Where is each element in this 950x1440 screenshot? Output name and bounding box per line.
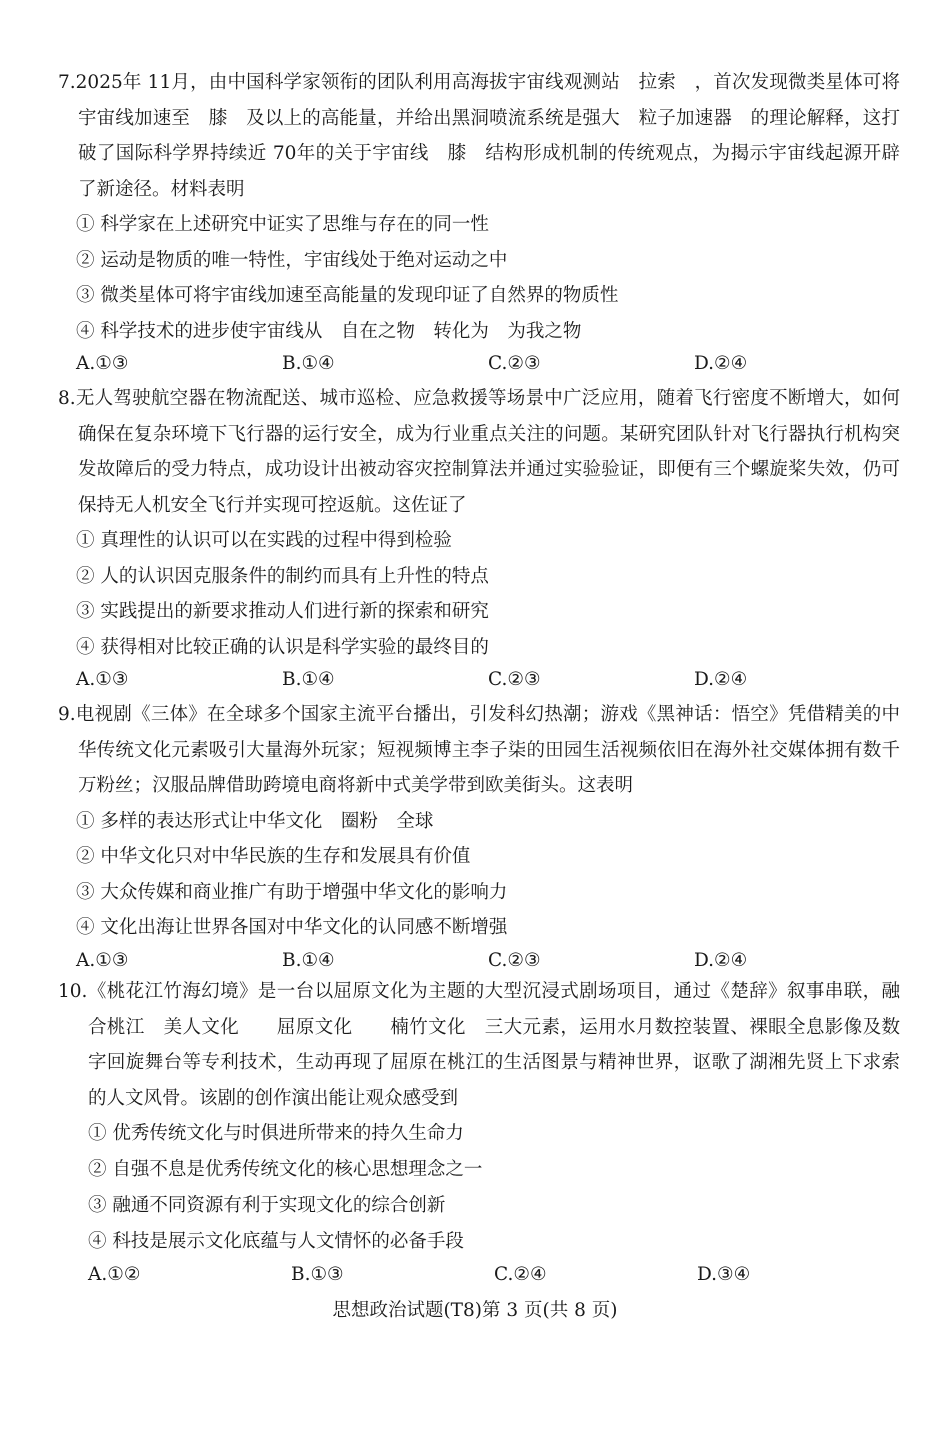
choice-b: B.①④ bbox=[282, 353, 335, 374]
choice-a: A.①② bbox=[88, 1264, 141, 1285]
answer-choices bbox=[58, 1260, 900, 1289]
option-item: ④ 科学技术的进步使宇宙线从 自在之物 转化为 为我之物 bbox=[76, 320, 582, 342]
answer-choices bbox=[58, 349, 900, 378]
question-number: 10. bbox=[58, 981, 88, 1002]
question-text: 2025年 11月，由中国科学家领衔的团队利用高海拔宇宙线观测站 拉索 ，首次发现微类星体可将宇宙线加速至 膝 及以上的高能量，并给出黑洞喷流系统是强大 粒子加速器 的理论解释，这打破了国际科学界持续近 70年的关于宇宙线 膝 结构形成机制的传统观点，为揭示宇宙线起源开辟了新途径。材料表明 bbox=[75, 72, 900, 200]
choice-b: B.①③ bbox=[291, 1264, 344, 1285]
option-item: ① 多样的表达形式让中华文化 圈粉 全球 bbox=[76, 810, 434, 832]
page-footer: 思想政治试题(T8)第 3 页(共 8 页) bbox=[332, 1300, 618, 1321]
question-stem bbox=[58, 974, 900, 1116]
option-item: ④ 科技是展示文化底蕴与人文情怀的必备手段 bbox=[88, 1231, 464, 1252]
question-stem bbox=[58, 381, 900, 523]
question-stem bbox=[58, 697, 900, 804]
question-number: 9. bbox=[58, 704, 76, 725]
choice-d: D.③④ bbox=[697, 1264, 751, 1285]
question-stem bbox=[58, 65, 900, 207]
answer-choices bbox=[58, 665, 900, 694]
option-item: ③ 大众传媒和商业推广有助于增强中华文化的影响力 bbox=[76, 881, 508, 903]
choice-c: C.②③ bbox=[488, 949, 541, 971]
choice-c: C.②④ bbox=[494, 1264, 547, 1285]
question-number: 8. bbox=[58, 388, 76, 409]
option-item: ④ 获得相对比较正确的认识是科学实验的最终目的 bbox=[76, 636, 489, 658]
question-text: 无人驾驶航空器在物流配送、城市巡检、应急救援等场景中广泛应用，随着飞行密度不断增大，如何确保在复杂环境下飞行器的运行安全，成为行业重点关注的问题。某研究团队针对飞行器执行机构突发故障后的受力特点，成功设计出被动容灾控制算法并通过实验验证，即便有三个螺旋桨失效，仍可保持无人机安全飞行并实现可控返航。这佐证了 bbox=[75, 388, 900, 516]
choice-b: B.①④ bbox=[282, 949, 335, 971]
option-item: ③ 微类星体可将宇宙线加速至高能量的发现印证了自然界的物质性 bbox=[76, 285, 619, 306]
question-10 bbox=[58, 974, 900, 1289]
option-item: ④ 文化出海让世界各国对中华文化的认同感不断增强 bbox=[76, 917, 508, 938]
question-text: 电视剧《三体》在全球多个国家主流平台播出，引发科幻热潮；游戏《黑神话：悟空》凭借精美的中华传统文化元素吸引大量海外玩家；短视频博主李子柒的田园生活视频依旧在海外社交媒体拥有数千万粉丝；汉服品牌借助跨境电商将新中式美学带到欧美街头。这表明 bbox=[75, 704, 900, 796]
option-item: ① 优秀传统文化与时俱进所带来的持久生命力 bbox=[88, 1123, 464, 1144]
choice-c: C.②③ bbox=[488, 669, 541, 690]
question-number: 7. bbox=[58, 72, 76, 93]
option-item: ① 科学家在上述研究中证实了思维与存在的同一性 bbox=[76, 214, 489, 235]
option-item: ② 中华文化只对中华民族的生存和发展具有价值 bbox=[76, 846, 471, 867]
option-item: ② 运动是物质的唯一特性，宇宙线处于绝对运动之中 bbox=[76, 249, 508, 271]
choice-d: D.②④ bbox=[694, 353, 748, 374]
choice-b: B.①④ bbox=[282, 669, 335, 690]
choice-c: C.②③ bbox=[488, 353, 541, 374]
question-9 bbox=[58, 697, 900, 975]
choice-a: A.①③ bbox=[76, 353, 129, 374]
choice-d: D.②④ bbox=[694, 669, 748, 690]
choice-a: A.①③ bbox=[76, 669, 129, 690]
option-item: ③ 实践提出的新要求推动人们进行新的探索和研究 bbox=[76, 601, 489, 622]
option-item: ② 人的认识因克服条件的制约而具有上升性的特点 bbox=[76, 565, 489, 587]
choice-a: A.①③ bbox=[76, 949, 129, 971]
option-item: ① 真理性的认识可以在实践的过程中得到检验 bbox=[76, 530, 452, 551]
choice-d: D.②④ bbox=[694, 949, 748, 971]
question-8 bbox=[58, 381, 900, 694]
question-text: 《桃花江竹海幻境》是一台以屈原文化为主题的大型沉浸式剧场项目，通过《楚辞》叙事串联，融合桃江 美人文化 屈原文化 楠竹文化 三大元素，运用水月数控装置、裸眼全息影像及数字回旋舞台等专利技术，生动再现了屈原在桃江的生活图景与精神世界，讴歌了湖湘先贤上下求索的人文风骨。该剧的创作演出能让观众感受到 bbox=[87, 981, 900, 1109]
option-item: ③ 融通不同资源有利于实现文化的综合创新 bbox=[88, 1195, 446, 1216]
option-item: ② 自强不息是优秀传统文化的核心思想理念之一 bbox=[88, 1159, 483, 1180]
question-7 bbox=[58, 65, 900, 378]
answer-choices bbox=[58, 946, 900, 975]
